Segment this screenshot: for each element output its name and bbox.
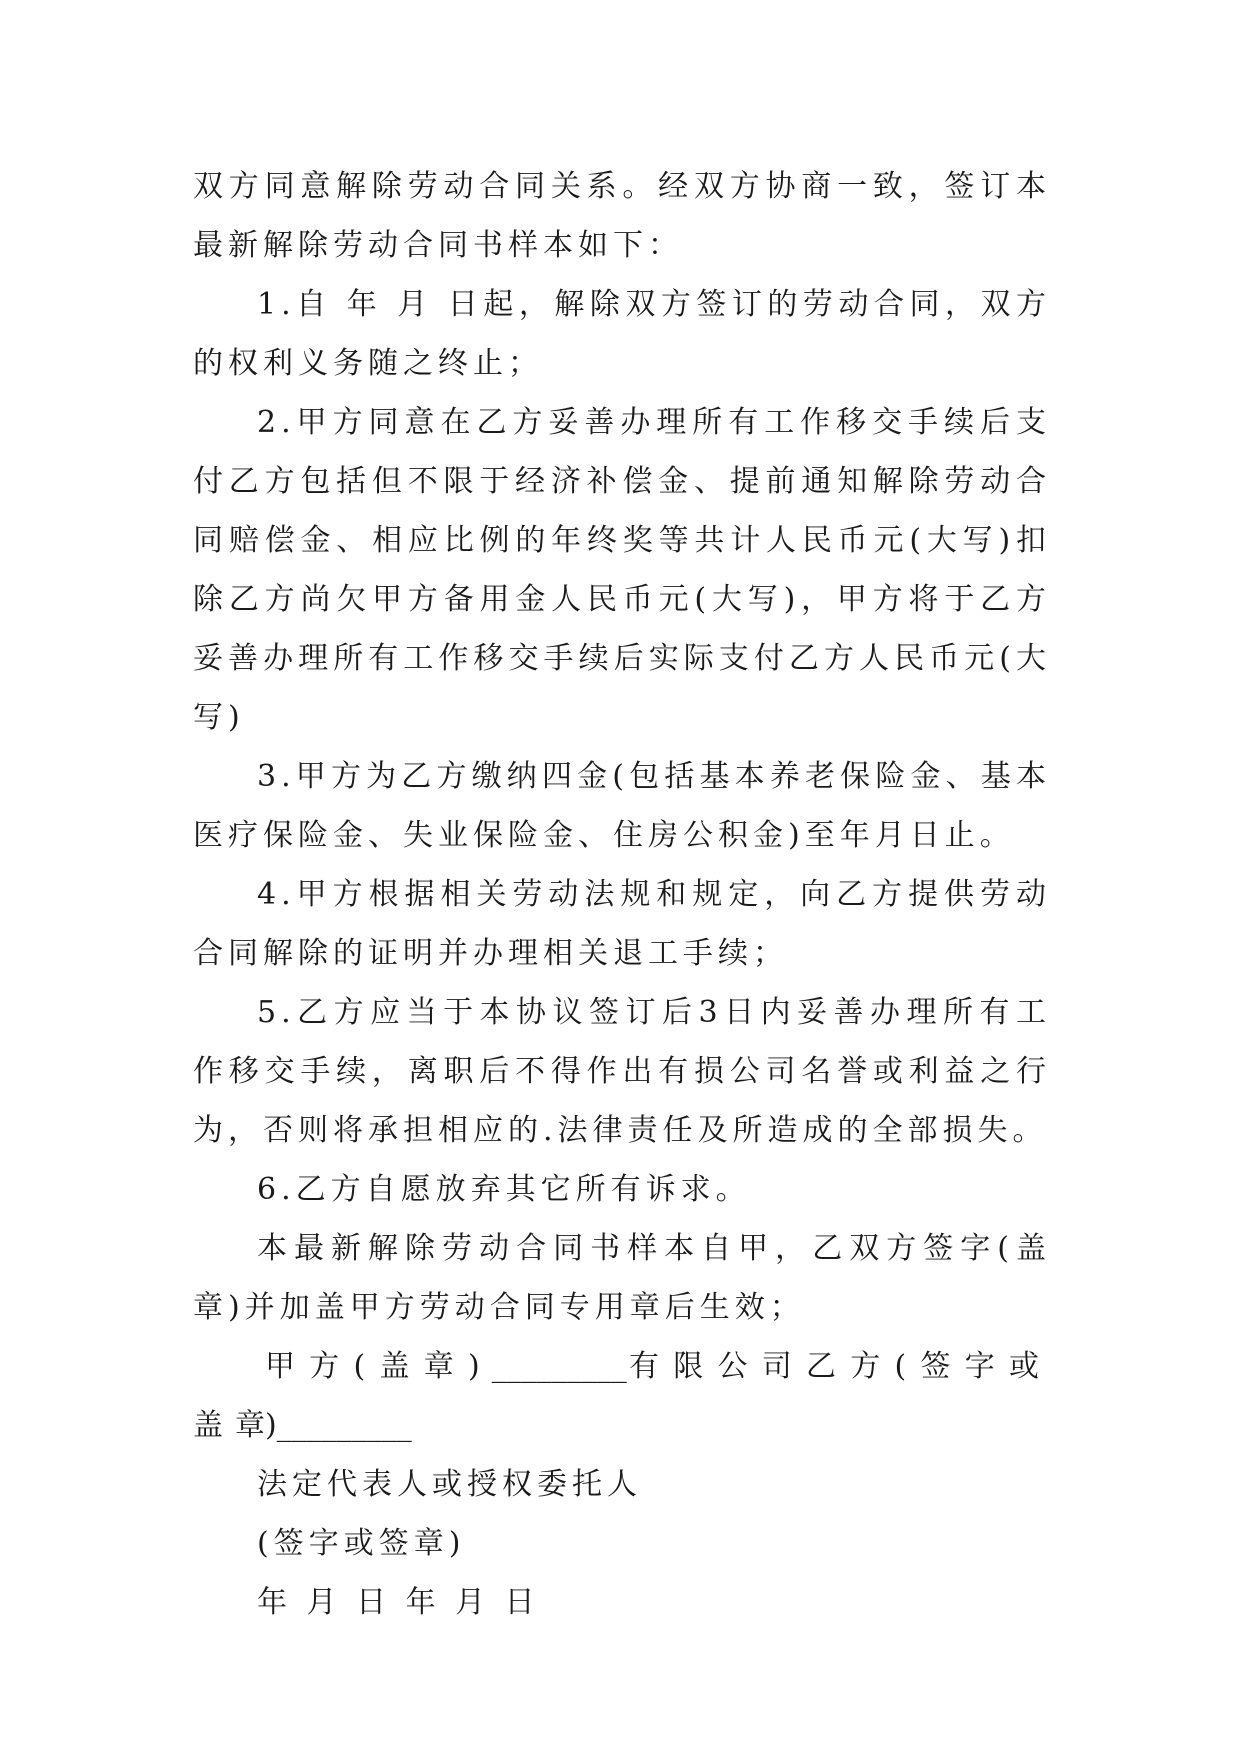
clause-3: 3.甲方为乙方缴纳四金(包括基本养老保险金、基本医疗保险金、失业保险金、住房公积金)至年月日止。: [193, 759, 1051, 853]
clause-2: 2.甲方同意在乙方妥善办理所有工作移交手续后支付乙方包括但不限于经济补偿金、提前通知解除劳动合同赔偿金、相应比例的年终奖等共计人民币元(大写)扣除乙方尚欠甲方备用金人民币元(大写)，甲方将于乙方妥善办理所有工作移交手续后实际支付乙方人民币元(大写): [193, 405, 1051, 735]
clause-1: 1.自 年 月 日起，解除双方签订的劳动合同，双方的权利义务随之终止；: [193, 287, 1051, 381]
clause-4: 4.甲方根据相关劳动法规和规定，向乙方提供劳动合同解除的证明并办理相关退工手续；: [193, 877, 1051, 971]
party-b-tail: 章): [235, 1408, 277, 1443]
party-a-label: 甲方(盖章): [265, 1349, 492, 1384]
clause-5: 5.乙方应当于本协议签订后3日内妥善办理所有工作移交手续，离职后不得作出有损公司名誉或利益之行为，否则将承担相应的.法律责任及所造成的全部损失。: [193, 995, 1051, 1148]
paragraph-intro: 双方同意解除劳动合同关系。经双方协商一致，签订本最新解除劳动合同书样本如下：: [193, 169, 1051, 263]
party-a-blank: _________: [491, 1349, 627, 1384]
document-body: [193, 157, 1051, 1632]
signature-note-line: (签字或签章): [257, 1526, 466, 1561]
party-a-suffix: 有限公司乙方(签字或盖: [193, 1349, 1051, 1443]
clause-6: 6.乙方自愿放弃其它所有诉求。: [257, 1172, 751, 1207]
effective-clause: 本最新解除劳动合同书样本自甲，乙双方签字(盖章)并加盖甲方劳动合同专用章后生效；: [193, 1231, 1051, 1325]
party-b-blank: _________: [276, 1408, 412, 1443]
signature-block: [193, 1337, 1051, 1455]
legal-representative-line: 法定代表人或授权委托人: [257, 1467, 642, 1502]
date-line: 年 月 日 年 月 日: [257, 1585, 540, 1620]
